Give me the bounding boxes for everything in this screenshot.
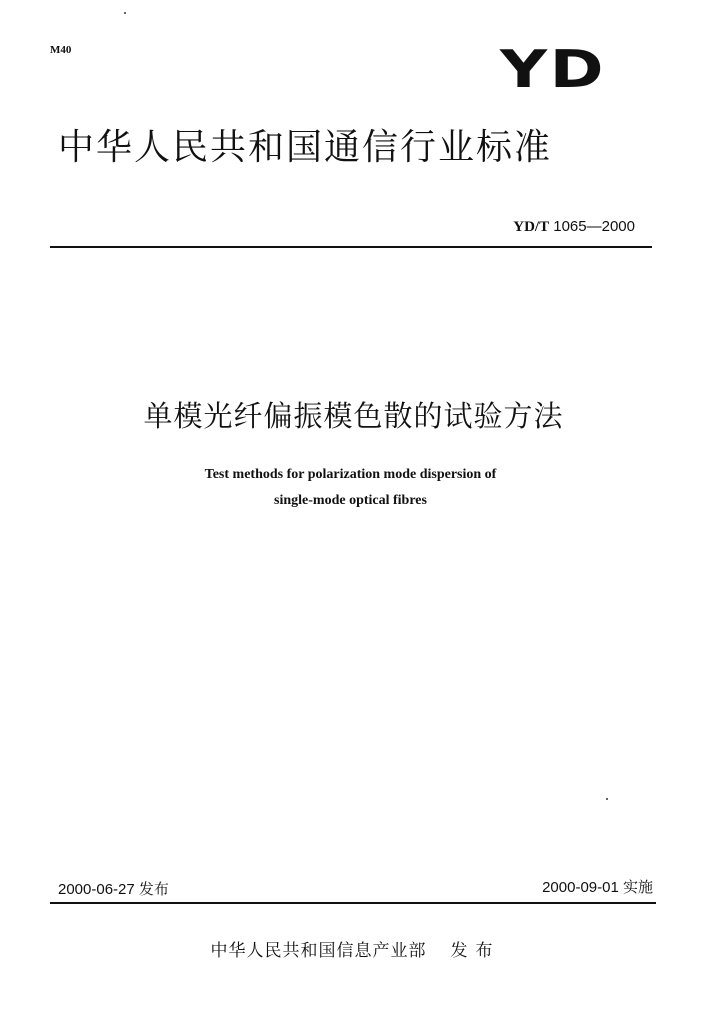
standard-number — [513, 218, 635, 236]
header-divider — [50, 246, 652, 248]
document-title-english-line2: single-mode optical fibres — [274, 493, 427, 508]
scan-speck — [606, 798, 608, 800]
standard-number-prefix: YD/T — [513, 219, 550, 235]
classification-code: M40 — [50, 44, 72, 56]
issue-date: 2000-06-27 发布 — [58, 881, 169, 898]
standard-number-value: 1065—2000 — [553, 218, 635, 235]
yd-logo: YD — [500, 40, 607, 100]
implementation-date: 2000-09-01 实施 — [542, 879, 653, 896]
publisher-line — [0, 936, 701, 961]
footer-divider — [50, 902, 656, 904]
publisher-action: 发布 — [450, 941, 501, 961]
standard-category-title: 中华人民共和国通信行业标准 — [58, 127, 553, 168]
scan-speck — [124, 12, 126, 14]
document-title-chinese: 单模光纤偏振模色散的试验方法 — [143, 399, 564, 433]
document-title-english-line1: Test methods for polarization mode dispersion of — [204, 467, 497, 482]
publisher-name: 中华人民共和国信息产业部 — [210, 941, 427, 961]
